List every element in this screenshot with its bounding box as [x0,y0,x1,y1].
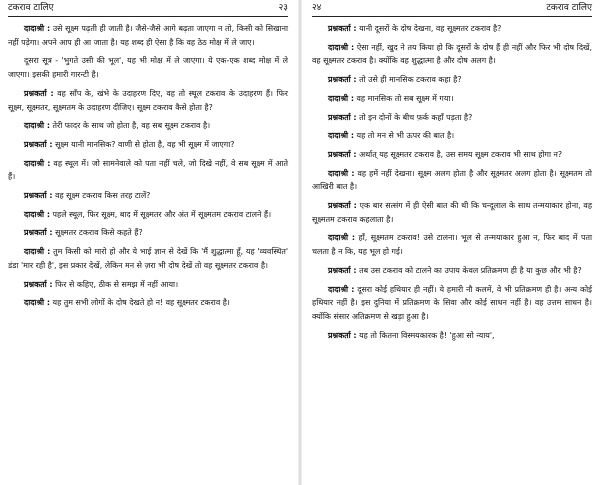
speaker-label: प्रश्नकर्ता : [24,191,53,201]
book-gutter [298,0,302,485]
speaker-label: दादाश्री : [328,131,355,141]
paragraph [8,245,288,272]
paragraph [312,329,592,343]
paragraph [8,138,288,152]
paragraph-text: वह स्थूल में। जो सामनेवाले को पता नहीं चले, जो दिखे नहीं, वे सब सूक्ष्म में आते हैं। [8,158,288,182]
paragraph [312,41,592,68]
paragraph-text: दूसरा कोई हथियार ही नहीं। ये हमारी नौ कलमें, वे भी प्रतिक्रमण ही है। अन्य कोई हथियार नहीं है। इस दुनिया में प्रतिक्रमण के सिवा और कोई साधन नहीं है। वह उत्तम साधन है। क्योंकि संसार अतिक्रमण से खड़ा हुआ है। [312,284,592,321]
paragraph [312,111,592,125]
paragraph [8,226,288,240]
speaker-label: प्रश्नकर्ता : [328,149,357,159]
paragraph-text: तो उसे ही मानसिक टकराव कहा है? [356,75,462,85]
paragraph-text: यानी दूसरों के दोष देखना, वह सूक्ष्मतर टकराव है? [356,24,502,33]
speaker-label: प्रश्नकर्ता : [24,279,53,289]
speaker-label: दादाश्री : [24,247,51,257]
paragraph [8,189,288,203]
speaker-label: प्रश्नकर्ता : [328,75,357,85]
speaker-label: प्रश्नकर्ता : [328,330,357,340]
right-page [304,0,600,485]
speaker-label: दादाश्री : [328,284,355,294]
right-page-body [312,22,592,347]
paragraph-text: वह सूक्ष्म टकराव किस तरह टालें? [52,191,151,201]
paragraph-text: सूक्ष्मतर टकराव किसे कहते हैं? [52,228,143,238]
speaker-label: प्रश्नकर्ता : [24,88,54,98]
paragraph [312,167,592,194]
paragraph [312,22,592,36]
paragraph-text: यह तो कितना विस्मयकारक है! 'हुआ सो न्याय', [356,330,495,340]
paragraph-text: ऐसा नहीं, खुद ने तय किया हो कि दूसरों के दोष हैं ही नहीं और फिर भी दोष दिखें, वह सूक्ष्मतर टकराव है। क्योंकि वह शुद्धात्मा है और दोष अलग है। [312,42,592,66]
paragraph-text: तुम किसी को मारो हो और ये भाई ज्ञान से देखें कि 'मैं शुद्धात्मा हूँ, यह 'व्यवस्थित' डंडा 'मार रही है', इस प्रकार देखें, लेकिन मन से ज़रा भी दोष देखें तो वह सूक्ष्मतर टकराव है। [8,247,288,270]
paragraph-text: हाँ, सूक्ष्मतम टकराव! उसे टालना। भूल से तन्मयाकार हुआ न, फिर बाद में पता चलता है न कि, यह भूल हो गई। [312,233,592,257]
speaker-label: प्रश्नकर्ता : [328,265,357,275]
paragraph [312,231,592,258]
paragraph [312,199,592,226]
speaker-label: प्रश्नकर्ता : [24,228,53,238]
paragraph-text: पहले स्थूल, फिर सूक्ष्म, बाद में सूक्ष्मतर और अंत में सूक्ष्मतम टकराव टालने हैं। [50,209,272,219]
speaker-label: प्रश्नकर्ता : [328,201,357,211]
paragraph-text: वह हमें नहीं देखना। सूक्ष्म अलग होता है और सूक्ष्मतर अलग होता है। सूक्ष्मतम तो आखिरी बात है। [312,168,592,192]
paragraph-text: उसे सूक्ष्म पढ़ती ही जाती है। जैसे-जैसे आगे बढ़ता जाएगा न तो, किसी को सिखाना नहीं पड़ेगा। अपने आप ही आ जाता है। यह शब्द ही ऐसा है कि वह ठेठ मोक्ष में ले जाए। [8,24,288,47]
paragraph-text: तेरी फादर के साथ जो होता है, वह सब सूक्ष्म टकराव है। [50,121,211,131]
paragraph [312,283,592,324]
page-number: २४ [312,3,322,13]
speaker-label: दादाश्री : [328,93,355,103]
paragraph-text: वह साँप के, खंभे के उदाहरण दिए, वह तो स्थूल टकराव के उदाहरण हैं। फिर सूक्ष्म, सूक्ष्मतर, सूक्ष्मतम के उदाहरण दीजिए। सूक्ष्म टकराव कैसे होता है? [8,88,288,112]
paragraph [8,278,288,292]
paragraph-text: यह तुम सभी लोगों के दोष देखते हो न! वह सूक्ष्मतर टकराव है। [50,298,230,308]
speaker-label: दादाश्री : [328,42,355,52]
speaker-label: दादाश्री : [24,158,51,168]
paragraph [8,119,288,133]
paragraph-text: अर्थात् यह सूक्ष्मतर टकराव है, उस समय सूक्ष्म टकराव भी साथ होगा न? [356,149,563,159]
speaker-label: प्रश्नकर्ता : [328,24,357,33]
running-title: टकराव टालिए [546,3,592,13]
paragraph-text: तो इन दोनों के बीच फ़र्क कहाँ पड़ता है? [356,112,473,122]
speaker-label: दादाश्री : [24,298,51,308]
paragraph-text: फिर से कहिए, ठीक से समझ में नहीं आया। [52,279,179,289]
speaker-label: दादाश्री : [24,121,51,131]
paragraph [312,73,592,87]
speaker-label: दादाश्री : [328,233,356,243]
paragraph-text: दूसरा सूत्र - 'भुगते उसी की भूल', यह भी मोक्ष में ले जाएगा। ये एक-एक शब्द मोक्ष में ले जाएगा। इसकी हमारी गारन्टी है। [8,56,288,80]
speaker-label: दादाश्री : [24,209,51,219]
paragraph-text: एक बार सत्संग में ही ऐसी बात की थी कि चन्दूलाल के साथ तन्मयाकार होना, वह सूक्ष्मतम टकराव कहलाता है। [312,201,593,224]
paragraph [312,148,592,162]
left-page-body [8,22,288,315]
right-page-header [312,0,592,17]
paragraph-text: तब उस टकराव को टालने का उपाय केवल प्रतिक्रमण ही है या कुछ और भी है? [356,265,582,275]
speaker-label: प्रश्नकर्ता : [24,139,53,149]
paragraph [8,157,288,184]
paragraph [8,54,288,81]
page-number: २३ [278,3,288,13]
speaker-label: दादाश्री : [24,24,51,33]
speaker-label: प्रश्नकर्ता : [328,112,357,122]
paragraph-text: यह तो मन से भी ऊपर की बात है। [354,131,455,141]
paragraph [8,22,288,49]
running-title: टकराव टालिए [8,3,54,13]
paragraph [312,92,592,106]
paragraph [8,87,288,114]
paragraph [312,264,592,278]
left-page [0,0,296,485]
paragraph-text: वह मानसिक तो सब सूक्ष्म में गया। [354,93,454,103]
paragraph [8,208,288,222]
speaker-label: दादाश्री : [328,168,355,178]
left-page-header [8,0,288,17]
paragraph [312,129,592,143]
paragraph-text: सूक्ष्म यानी मानसिक? वाणी से होता है, वह भी सूक्ष्म में जाएगा? [52,139,235,149]
paragraph [8,296,288,310]
